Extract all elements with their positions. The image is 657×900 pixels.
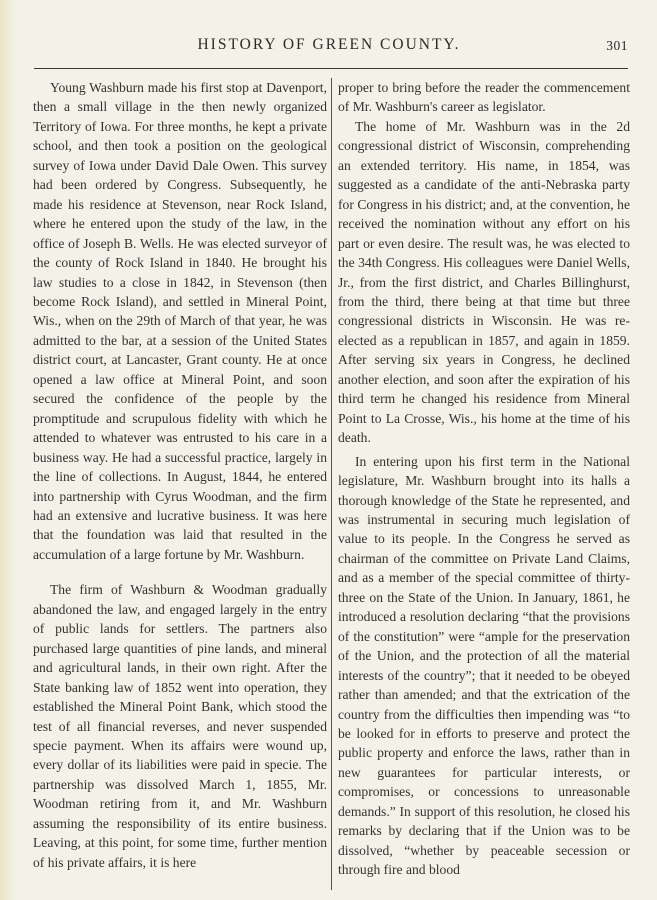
- column-divider: [331, 78, 332, 890]
- header-rule: [34, 68, 628, 69]
- running-title: HISTORY OF GREEN COUNTY.: [197, 36, 461, 53]
- right-column: [338, 78, 630, 886]
- paragraph: proper to bring before the reader the commencement of Mr. Washburn's career as legislator.: [338, 80, 630, 115]
- paragraph: The home of Mr. Washburn was in the 2d congressional district of Wisconsin, comprehending an extended territory. His name, in 1854, was suggested as a candidate of the anti-Nebraska party for Congress in his district; and, at the convention, he received the nomination without any effort on his part or even desire. The result was, he was elected to the 34th Congress. His colleagues were Daniel Wells, Jr., from the first district, and Charles Billinghurst, from the third, there being at that time but three congressional districts in Wisconsin. He was re-elected as a republican in 1857, and again in 1859. After serving six years in Congress, he declined another election, and soon after the expiration of his third term he changed his residence from Mineral Point to La Crosse, Wis., his home at the time of his death.: [338, 118, 630, 446]
- paragraph: In entering upon his first term in the National legislature, Mr. Washburn brought into its halls a thorough knowledge of the State he represented, and was instrumental in securing much legislation of value to its people. In the Congress he served as chairman of the committee on Private Land Claims, and as a member of the special committee of thirty-three on the State of the Union. In January, 1861, he introduced a resolution declaring “that the provisions of the constitution” were “ample for the preservation of the Union, and the protection of all the material interests of the country”; that it needed to be obeyed rather than amended; and that the extrication of the country from the difficulties then impending was “to be looked for in efforts to preserve and protect the public property and enforce the laws, rather than in new guarantees for particular interests, or compromises, or concessions to unreasonable demands.” In support of this resolution, he closed his remarks by declaring that if the Union was to be dissolved, “whether by peaceable secession or through fire and blood: [338, 453, 630, 878]
- paragraph: Young Washburn made his first stop at Davenport, then a small village in the then newly organized Territory of Iowa. For three months, he kept a private school, and then took a position on the geological survey of Iowa under David Dale Owen. This survey had been ordered by Congress. Subsequently, he made his residence at Stevenson, near Rock Island, where he entered upon the study of the law, in the office of Joseph B. Wells. He was elected surveyor of the county of Rock Island in 1840. He brought his law studies to a close in 1842, in Stevenson (then become Rock Island), and settled in Mineral Point, Wis., when on the 29th of March of that year, he was admitted to the bar, at a session of the United States district court, at Lancaster, Grant county. He at once opened a law office at Mineral Point, and soon secured the confidence of the people by the promptitude and scrupulous fidelity with which he attended to whatever was entrusted to his care in a business way. He had a successful practice, largely in the line of collections. In August, 1844, he entered into partnership with Cyrus Woodman, and the firm had an extensive and lucrative business. It was here that the foundation was laid that resulted in the accumulation of a large fortune by Mr. Washburn.: [33, 80, 327, 562]
- left-column: [33, 78, 327, 886]
- page-number: 301: [606, 38, 628, 53]
- scan-edge-shadow: [0, 0, 16, 900]
- paragraph: The firm of Washburn & Woodman gradually abandoned the law, and engaged largely in the entry of public lands for settlers. The partners also purchased large quantities of pine lands, and mineral and agricultural lands, in their own right. After the State banking law of 1852 went into operation, they established the Mineral Point Bank, which stood the test of all financial reverses, and never suspended specie payment. When its affairs were wound up, every dollar of its liabilities were paid in specie. The partnership was dissolved March 1, 1855, Mr. Woodman retiring from it, and Mr. Washburn assuming the responsibility of its entire business. Leaving, at this point, for some time, further mention of his private affairs, it is here: [33, 582, 327, 870]
- running-head: [30, 36, 628, 60]
